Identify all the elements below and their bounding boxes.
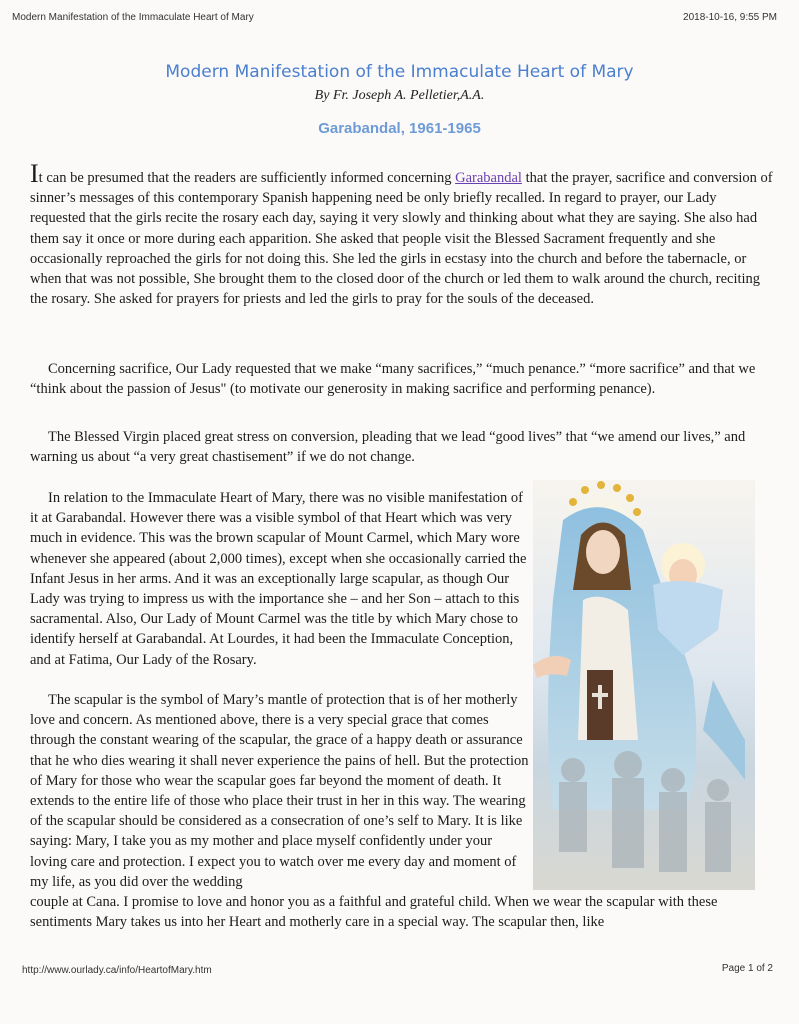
paragraph-conversion: The Blessed Virgin placed great stress on conversion, pleading that we lead “good lives” that “we amend our lives,” and warning us about “a very great chastisement” if we do not change. bbox=[30, 429, 746, 466]
paragraph-text: that the prayer, sacrifice and conversion of sinner’s messages of this contemporary Spanish happening need be only briefly recalled. In regard to prayer, our Lady requested that the girls recite the rosary each day, saying it very slowly and thinking about what they are saying. She also had them say it once or more during each apparition. She asked that people visit the Blessed Sacrament frequently and she occasionally reproached the girls for not doing this. She led the girls in ecstasy into the church and before the tabernacle, or when that was not possible, She brought them to the closed door of the church or led them to walk around the church, reciting the rosary. She asked for prayers for priests and led the girls to pray for the souls of the deceased. bbox=[30, 170, 773, 308]
paragraph-scapular-continued: couple at Cana. I promise to love and honor you as a faithful and grateful child. When we wear the scapular with these sentiments Mary takes us into her Heart and motherly care in a special way. The scapular then, like bbox=[30, 894, 718, 931]
paragraph-sacrifice: Concerning sacrifice, Our Lady requested that we make “many sacrifices,” “much penance.” “more sacrifice” and that we “think about the passion of Jesus" (to motivate our generosity in making sacrifice and performing penance). bbox=[30, 361, 756, 398]
drop-cap: I bbox=[30, 159, 39, 188]
our-lady-illustration bbox=[533, 480, 755, 890]
our-lady-of-mount-carmel-image bbox=[533, 480, 755, 890]
paragraph-prayer bbox=[30, 159, 774, 309]
paragraph-scapular: The scapular is the symbol of Mary’s mantle of protection that is of her motherly love and concern. As mentioned above, there is a very special grace that comes through the constant wearing of the scapular, the grace of a happy death or assurance that he who dies wearing it shall never experience the pains of hell. But the protection of Mary for those who wear the scapular goes far beyond the moment of death. It extends to the entire life of those who place their trust in her in this way. The wearing of the scapular should be considered as a consecration of one’s self to Mary. It is like saying: Mary, I take you as my mother and place myself confidently under your loving care and protection. I expect you to watch over me every day and moment of my life, as you did over the wedding bbox=[30, 692, 529, 890]
print-footer-page-number: Page 1 of 2 bbox=[721, 963, 773, 974]
paragraph-immaculate-heart: In relation to the Immaculate Heart of Mary, there was no visible manifestation of it at Garabandal. However there was a visible symbol of that Heart which was very much in evidence. This was the brown scapular of Mount Carmel, which Mary wore whenever she appeared (about 2,000 times), except when she occasionally carried the Infant Jesus in her arms. And it was an exceptionally large scapular, as though Our Lady was trying to impress us with the importance she – and her Son – attach to this sacramental. Also, Our Lady of Mount Carmel was the title by which Mary chose to identify herself at Garabandal. At Lourdes, it had been the Immaculate Conception, and at Fatima, Our Lady of the Rosary. bbox=[30, 490, 527, 668]
page-title: Modern Manifestation of the Immaculate Heart of Mary bbox=[165, 62, 634, 82]
print-footer-url: http://www.ourlady.ca/info/HeartofMary.htm bbox=[22, 965, 212, 976]
garabandal-link[interactable]: Garabandal bbox=[455, 170, 522, 186]
paragraph-text: t can be presumed that the readers are sufficiently informed concerning bbox=[38, 170, 456, 186]
author-byline: By Fr. Joseph A. Pelletier,A.A. bbox=[314, 88, 485, 103]
print-header-title: Modern Manifestation of the Immaculate Heart of Mary bbox=[12, 12, 254, 23]
section-subtitle: Garabandal, 1961-1965 bbox=[318, 120, 481, 137]
print-header-timestamp: 2018-10-16, 9:55 PM bbox=[683, 12, 777, 23]
